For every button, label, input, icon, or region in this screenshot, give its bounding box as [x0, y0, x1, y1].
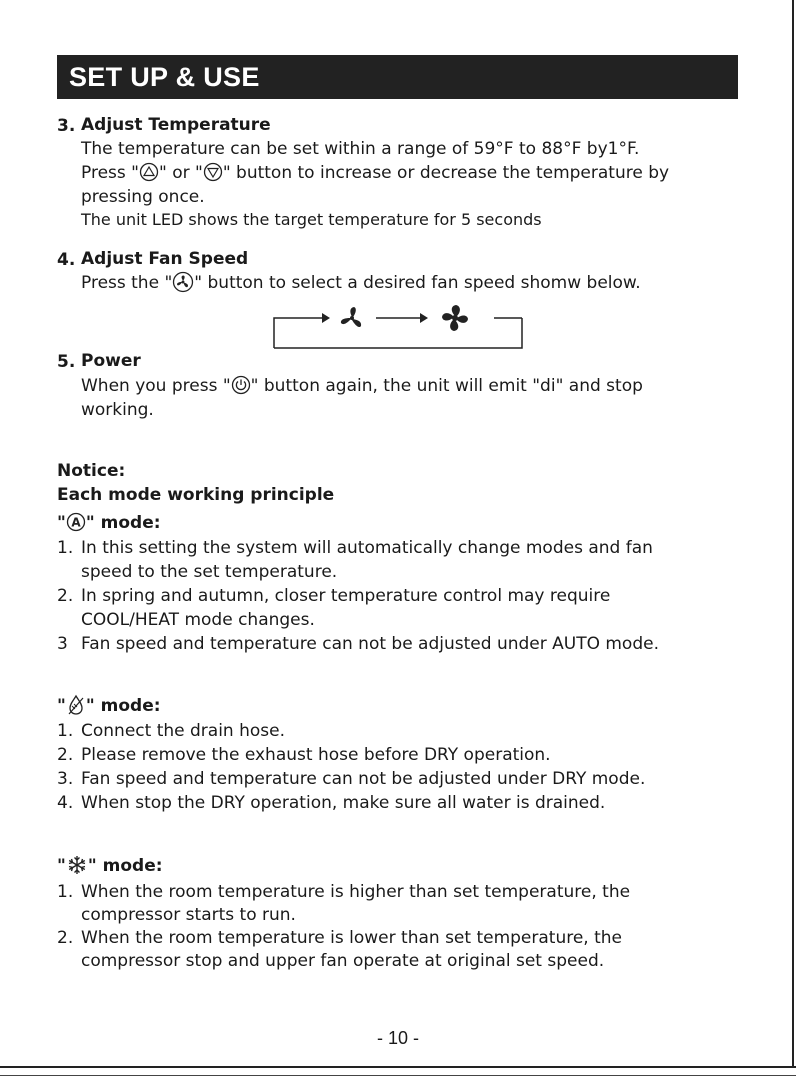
- dry-item-3-number: 3.: [57, 769, 74, 789]
- dry-item-1-number: 1.: [57, 721, 74, 741]
- auto-item-2-line-1: In spring and autumn, closer temperature control may require: [81, 586, 611, 606]
- dry-item-1-line-1: Connect the drain hose.: [81, 721, 285, 741]
- section-3-line-2: [81, 162, 669, 184]
- auto-item-1-line-2: speed to the set temperature.: [81, 562, 338, 582]
- fan-speed-button-icon: [172, 271, 194, 293]
- auto-item-2-number: 2.: [57, 586, 74, 606]
- auto-mode-heading: [57, 512, 161, 534]
- notice-subtitle: Each mode working principle: [57, 485, 335, 505]
- page-frame-bottom: [0, 1066, 796, 1068]
- cool-item-1-number: 1.: [57, 882, 74, 902]
- dry-mode-heading: [57, 695, 161, 717]
- cool-item-1-line-1: When the room temperature is higher than set temperature, the: [81, 882, 631, 902]
- section-3-line-4: The unit LED shows the target temperature for 5 seconds: [81, 210, 542, 229]
- section-3-line-1: The temperature can be set within a range of 59°F to 88°F by1°F.: [81, 139, 640, 159]
- banner-title: SET UP & USE: [69, 62, 260, 92]
- section-4-line-1: [81, 272, 641, 294]
- mode-label: " mode:: [85, 696, 161, 716]
- down-arrow-button-icon: [203, 162, 223, 182]
- page-frame-right: [792, 0, 794, 1066]
- mode-label: " mode:: [85, 513, 161, 533]
- cool-mode-heading: [57, 855, 163, 877]
- notice-title: Notice:: [57, 461, 126, 481]
- fan-speed-instruction: " button to select a desired fan speed shomw below.: [194, 273, 641, 293]
- section-5-line-2: working.: [81, 400, 154, 420]
- auto-item-1-number: 1.: [57, 538, 74, 558]
- dry-item-2-number: 2.: [57, 745, 74, 765]
- section-5-line-1: [81, 375, 643, 397]
- power-instruction: " button again, the unit will emit "di" and stop: [250, 376, 643, 396]
- high-fan-speed-icon: [442, 305, 468, 331]
- auto-item-1-line-1: In this setting the system will automatically change modes and fan: [81, 538, 653, 558]
- when-you-press-text: When you press ": [81, 376, 231, 396]
- auto-item-3-number: 3: [57, 634, 68, 654]
- section-5-number: 5.: [57, 352, 76, 372]
- auto-item-3-line-1: Fan speed and temperature can not be adjusted under AUTO mode.: [81, 634, 659, 654]
- quote-open: ": [57, 513, 66, 533]
- up-arrow-button-icon: [139, 162, 159, 182]
- press-suffix: " button to increase or decrease the temperature by: [222, 163, 670, 183]
- low-fan-speed-icon: [341, 307, 361, 327]
- cool-item-2-number: 2.: [57, 928, 74, 948]
- auto-mode-icon: [66, 512, 86, 532]
- svg-text:A: A: [71, 515, 81, 530]
- dry-item-3-line-1: Fan speed and temperature can not be adjusted under DRY mode.: [81, 769, 646, 789]
- section-4-heading: Adjust Fan Speed: [81, 249, 249, 269]
- section-4-number: 4.: [57, 250, 76, 270]
- auto-item-2-line-2: COOL/HEAT mode changes.: [81, 610, 315, 630]
- press-prefix: Press ": [81, 163, 139, 183]
- dry-mode-icon: [66, 694, 86, 716]
- mode-label: " mode:: [87, 856, 163, 876]
- quote-open: ": [57, 856, 66, 876]
- page-number: - 10 -: [376, 1028, 419, 1048]
- press-the-text: Press the ": [81, 273, 173, 293]
- section-3-heading: Adjust Temperature: [81, 115, 271, 135]
- section-banner: [57, 55, 738, 99]
- dry-item-4-line-1: When stop the DRY operation, make sure all water is drained.: [81, 793, 606, 813]
- power-button-icon: [231, 375, 251, 395]
- quote-open: ": [57, 696, 66, 716]
- page-frame-bottom-edge: [0, 1075, 796, 1076]
- cool-item-1-line-2: compressor starts to run.: [81, 905, 296, 925]
- cool-item-2-line-2: compressor stop and upper fan operate at original set speed.: [81, 951, 605, 971]
- cool-item-2-line-1: When the room temperature is lower than set temperature, the: [81, 928, 623, 948]
- snowflake-cool-icon: [66, 854, 88, 876]
- section-3-line-3: pressing once.: [81, 187, 205, 207]
- section-5-heading: Power: [81, 351, 141, 371]
- dry-item-4-number: 4.: [57, 793, 74, 813]
- fan-speed-cycle-diagram: [272, 302, 524, 350]
- dry-item-2-line-1: Please remove the exhaust hose before DRY operation.: [81, 745, 551, 765]
- section-3-number: 3.: [57, 116, 76, 136]
- or-text: " or ": [158, 163, 203, 183]
